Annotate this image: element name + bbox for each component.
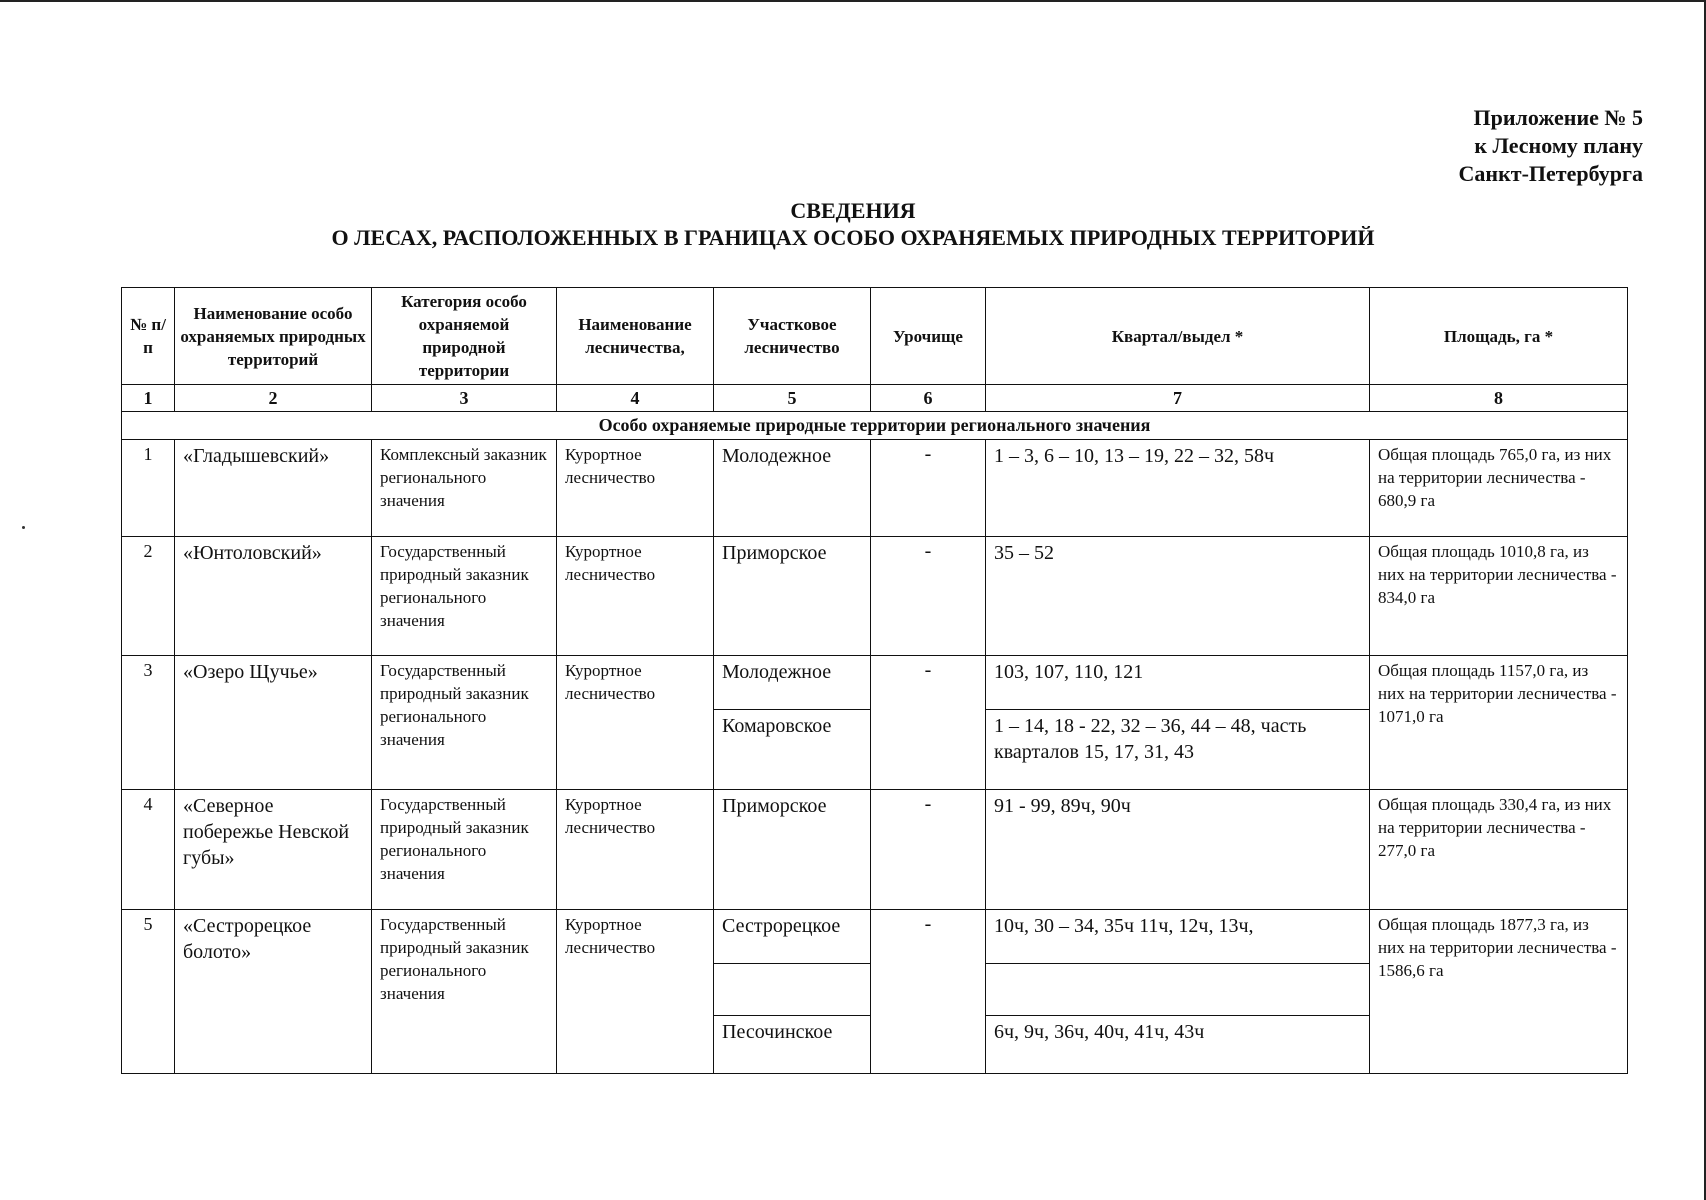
appendix-line-1: Приложение № 5 [1473,105,1643,130]
quarters: 10ч, 30 – 34, 35ч 11ч, 12ч, 13ч, [986,910,1370,964]
header-num: № п/п [122,288,175,385]
territory-category: Государственный природный заказник регионального значения [372,910,557,1074]
territory-name: «Сестрорецкое болото» [175,910,372,1074]
area: Общая площадь 765,0 га, из них на территории лесничества - 680,9 га [1370,440,1628,537]
quarters: 6ч, 9ч, 36ч, 40ч, 41ч, 43ч [986,1016,1370,1074]
area: Общая площадь 1877,3 га, из них на территории лесничества - 1586,6 га [1370,910,1628,1074]
row-num: 2 [122,537,175,656]
quarters: 1 – 3, 6 – 10, 13 – 19, 22 – 32, 58ч [986,440,1370,537]
forestry-name: Курортное лесничество [557,440,714,537]
header-forestry: Наименование лесничества, [557,288,714,385]
table-row [122,910,1628,964]
table-row [122,790,1628,910]
scan-speck [22,526,25,529]
area: Общая площадь 1010,8 га, из них на территории лесничества - 834,0 га [1370,537,1628,656]
forest-district: Комаровское [714,710,871,790]
forestry-name: Курортное лесничество [557,790,714,910]
title-line-1: СВЕДЕНИЯ [790,198,916,223]
row-num: 3 [122,656,175,790]
tract: - [871,656,986,790]
territory-name: «Гладышевский» [175,440,372,537]
header-name: Наименование особо охраняемых природных территорий [175,288,372,385]
quarters: 103, 107, 110, 121 [986,656,1370,710]
header-quarters: Квартал/выдел * [986,288,1370,385]
header-district: Участковое лесничество [714,288,871,385]
header-category: Категория особо охраняемой природной территории [372,288,557,385]
appendix-note [1459,104,1643,188]
forest-district: Сестрорецкое [714,910,871,964]
territory-name: «Озеро Щучье» [175,656,372,790]
column-number: 1 [122,385,175,412]
column-number: 4 [557,385,714,412]
table-row [122,440,1628,537]
area: Общая площадь 330,4 га, из них на территории лесничества - 277,0 га [1370,790,1628,910]
tract: - [871,440,986,537]
column-number: 6 [871,385,986,412]
section-row [122,412,1628,440]
territory-category: Государственный природный заказник регионального значения [372,656,557,790]
appendix-line-3: Санкт-Петербурга [1458,161,1643,186]
quarters: 91 - 99, 89ч, 90ч [986,790,1370,910]
forestry-name: Курортное лесничество [557,910,714,1074]
row-num: 5 [122,910,175,1074]
tract: - [871,537,986,656]
tract: - [871,790,986,910]
table-row [122,537,1628,656]
territory-category: Государственный природный заказник регионального значения [372,537,557,656]
column-number: 5 [714,385,871,412]
forest-district: Приморское [714,790,871,910]
page-edge-top [0,0,1706,2]
territory-name: «Юнтоловский» [175,537,372,656]
forest-table [121,287,1628,1074]
forest-district: Молодежное [714,440,871,537]
column-number: 8 [1370,385,1628,412]
header-area: Площадь, га * [1370,288,1628,385]
forest-district: Молодежное [714,656,871,710]
territory-name: «Северное побережье Невской губы» [175,790,372,910]
document-title [0,197,1706,251]
header-row [122,288,1628,385]
territory-category: Государственный природный заказник регионального значения [372,790,557,910]
column-number: 2 [175,385,372,412]
forestry-name: Курортное лесничество [557,656,714,790]
title-line-2: О ЛЕСАХ, РАСПОЛОЖЕННЫХ В ГРАНИЦАХ ОСОБО ОХРАНЯЕМЫХ ПРИРОДНЫХ ТЕРРИТОРИЙ [331,225,1375,250]
area: Общая площадь 1157,0 га, из них на территории лесничества - 1071,0 га [1370,656,1628,790]
quarters-empty [986,964,1370,1016]
column-number: 7 [986,385,1370,412]
forestry-name: Курортное лесничество [557,537,714,656]
column-number: 3 [372,385,557,412]
row-num: 1 [122,440,175,537]
quarters: 1 – 14, 18 - 22, 32 – 36, 44 – 48, часть кварталов 15, 17, 31, 43 [986,710,1370,790]
forest-district-empty [714,964,871,1016]
header-tract: Урочище [871,288,986,385]
territory-category: Комплексный заказник регионального значения [372,440,557,537]
appendix-line-2: к Лесному плану [1474,133,1643,158]
tract: - [871,910,986,1074]
row-num: 4 [122,790,175,910]
forest-district: Песочинское [714,1016,871,1074]
quarters: 35 – 52 [986,537,1370,656]
table-row [122,656,1628,710]
column-number-row [122,385,1628,412]
section-title: Особо охраняемые природные территории регионального значения [122,412,1628,440]
forest-district: Приморское [714,537,871,656]
